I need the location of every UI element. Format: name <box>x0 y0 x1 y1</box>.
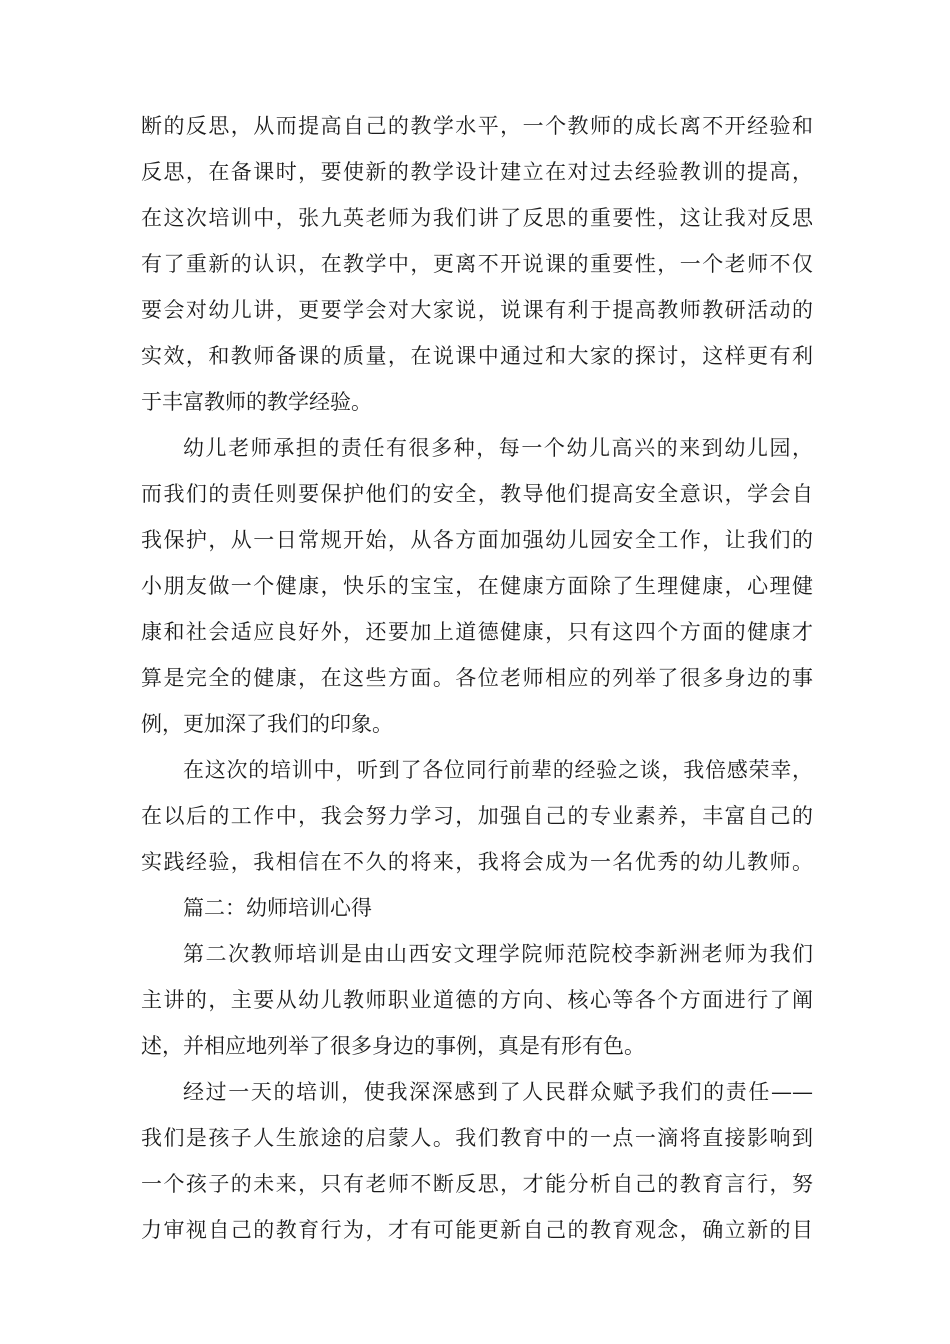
paragraph-first-line: 幼儿老师承担的责任有很多种，每一个幼儿高兴的来到幼儿园， <box>183 436 813 460</box>
text-line: 于丰富教师的教学经验。 <box>141 390 372 414</box>
text-line: 实效，和教师备课的质量，在说课中通过和大家的探讨，这样更有利 <box>141 344 813 368</box>
text-line: 要会对幼儿讲，更要学会对大家说，说课有利于提高教师教研活动的 <box>141 298 813 322</box>
paragraph-first-line: 在这次的培训中，听到了各位同行前辈的经验之谈，我倍感荣幸， <box>183 758 813 782</box>
text-line: 有了重新的认识，在教学中，更离不开说课的重要性，一个老师不仅 <box>141 252 813 276</box>
text-line: 例，更加深了我们的印象。 <box>141 712 393 736</box>
text-line: 力审视自己的教育行为，才有可能更新自己的教育观念，确立新的目 <box>141 1218 813 1242</box>
text-line: 主讲的，主要从幼儿教师职业道德的方向、核心等各个方面进行了阐 <box>141 988 813 1012</box>
text-line: 断的反思，从而提高自己的教学水平，一个教师的成长离不开经验和 <box>141 114 813 138</box>
section-heading: 篇二：幼师培训心得 <box>183 896 372 920</box>
paragraph-first-line: 经过一天的培训，使我深深感到了人民群众赋予我们的责任—— <box>183 1080 813 1104</box>
text-line: 算是完全的健康，在这些方面。各位老师相应的列举了很多身边的事 <box>141 666 813 690</box>
text-line: 我们是孩子人生旅途的启蒙人。我们教育中的一点一滴将直接影响到 <box>141 1126 813 1150</box>
paragraph-first-line: 第二次教师培训是由山西安文理学院师范院校李新洲老师为我们 <box>183 942 813 966</box>
text-line: 而我们的责任则要保护他们的安全，教导他们提高安全意识，学会自 <box>141 482 813 506</box>
text-line: 在以后的工作中，我会努力学习，加强自己的专业素养，丰富自己的 <box>141 804 813 828</box>
text-line: 我保护，从一日常规开始，从各方面加强幼儿园安全工作，让我们的 <box>141 528 813 552</box>
text-line: 述，并相应地列举了很多身边的事例，真是有形有色。 <box>141 1034 645 1058</box>
text-line: 康和社会适应良好外，还要加上道德健康，只有这四个方面的健康才 <box>141 620 813 644</box>
text-line: 实践经验，我相信在不久的将来，我将会成为一名优秀的幼儿教师。 <box>141 850 813 874</box>
text-line: 一个孩子的未来，只有老师不断反思，才能分析自己的教育言行，努 <box>141 1172 813 1196</box>
text-line: 在这次培训中，张九英老师为我们讲了反思的重要性，这让我对反思 <box>141 206 813 230</box>
text-line: 小朋友做一个健康，快乐的宝宝，在健康方面除了生理健康，心理健 <box>141 574 813 598</box>
text-line: 反思，在备课时，要使新的教学设计建立在对过去经验教训的提高， <box>141 160 813 184</box>
